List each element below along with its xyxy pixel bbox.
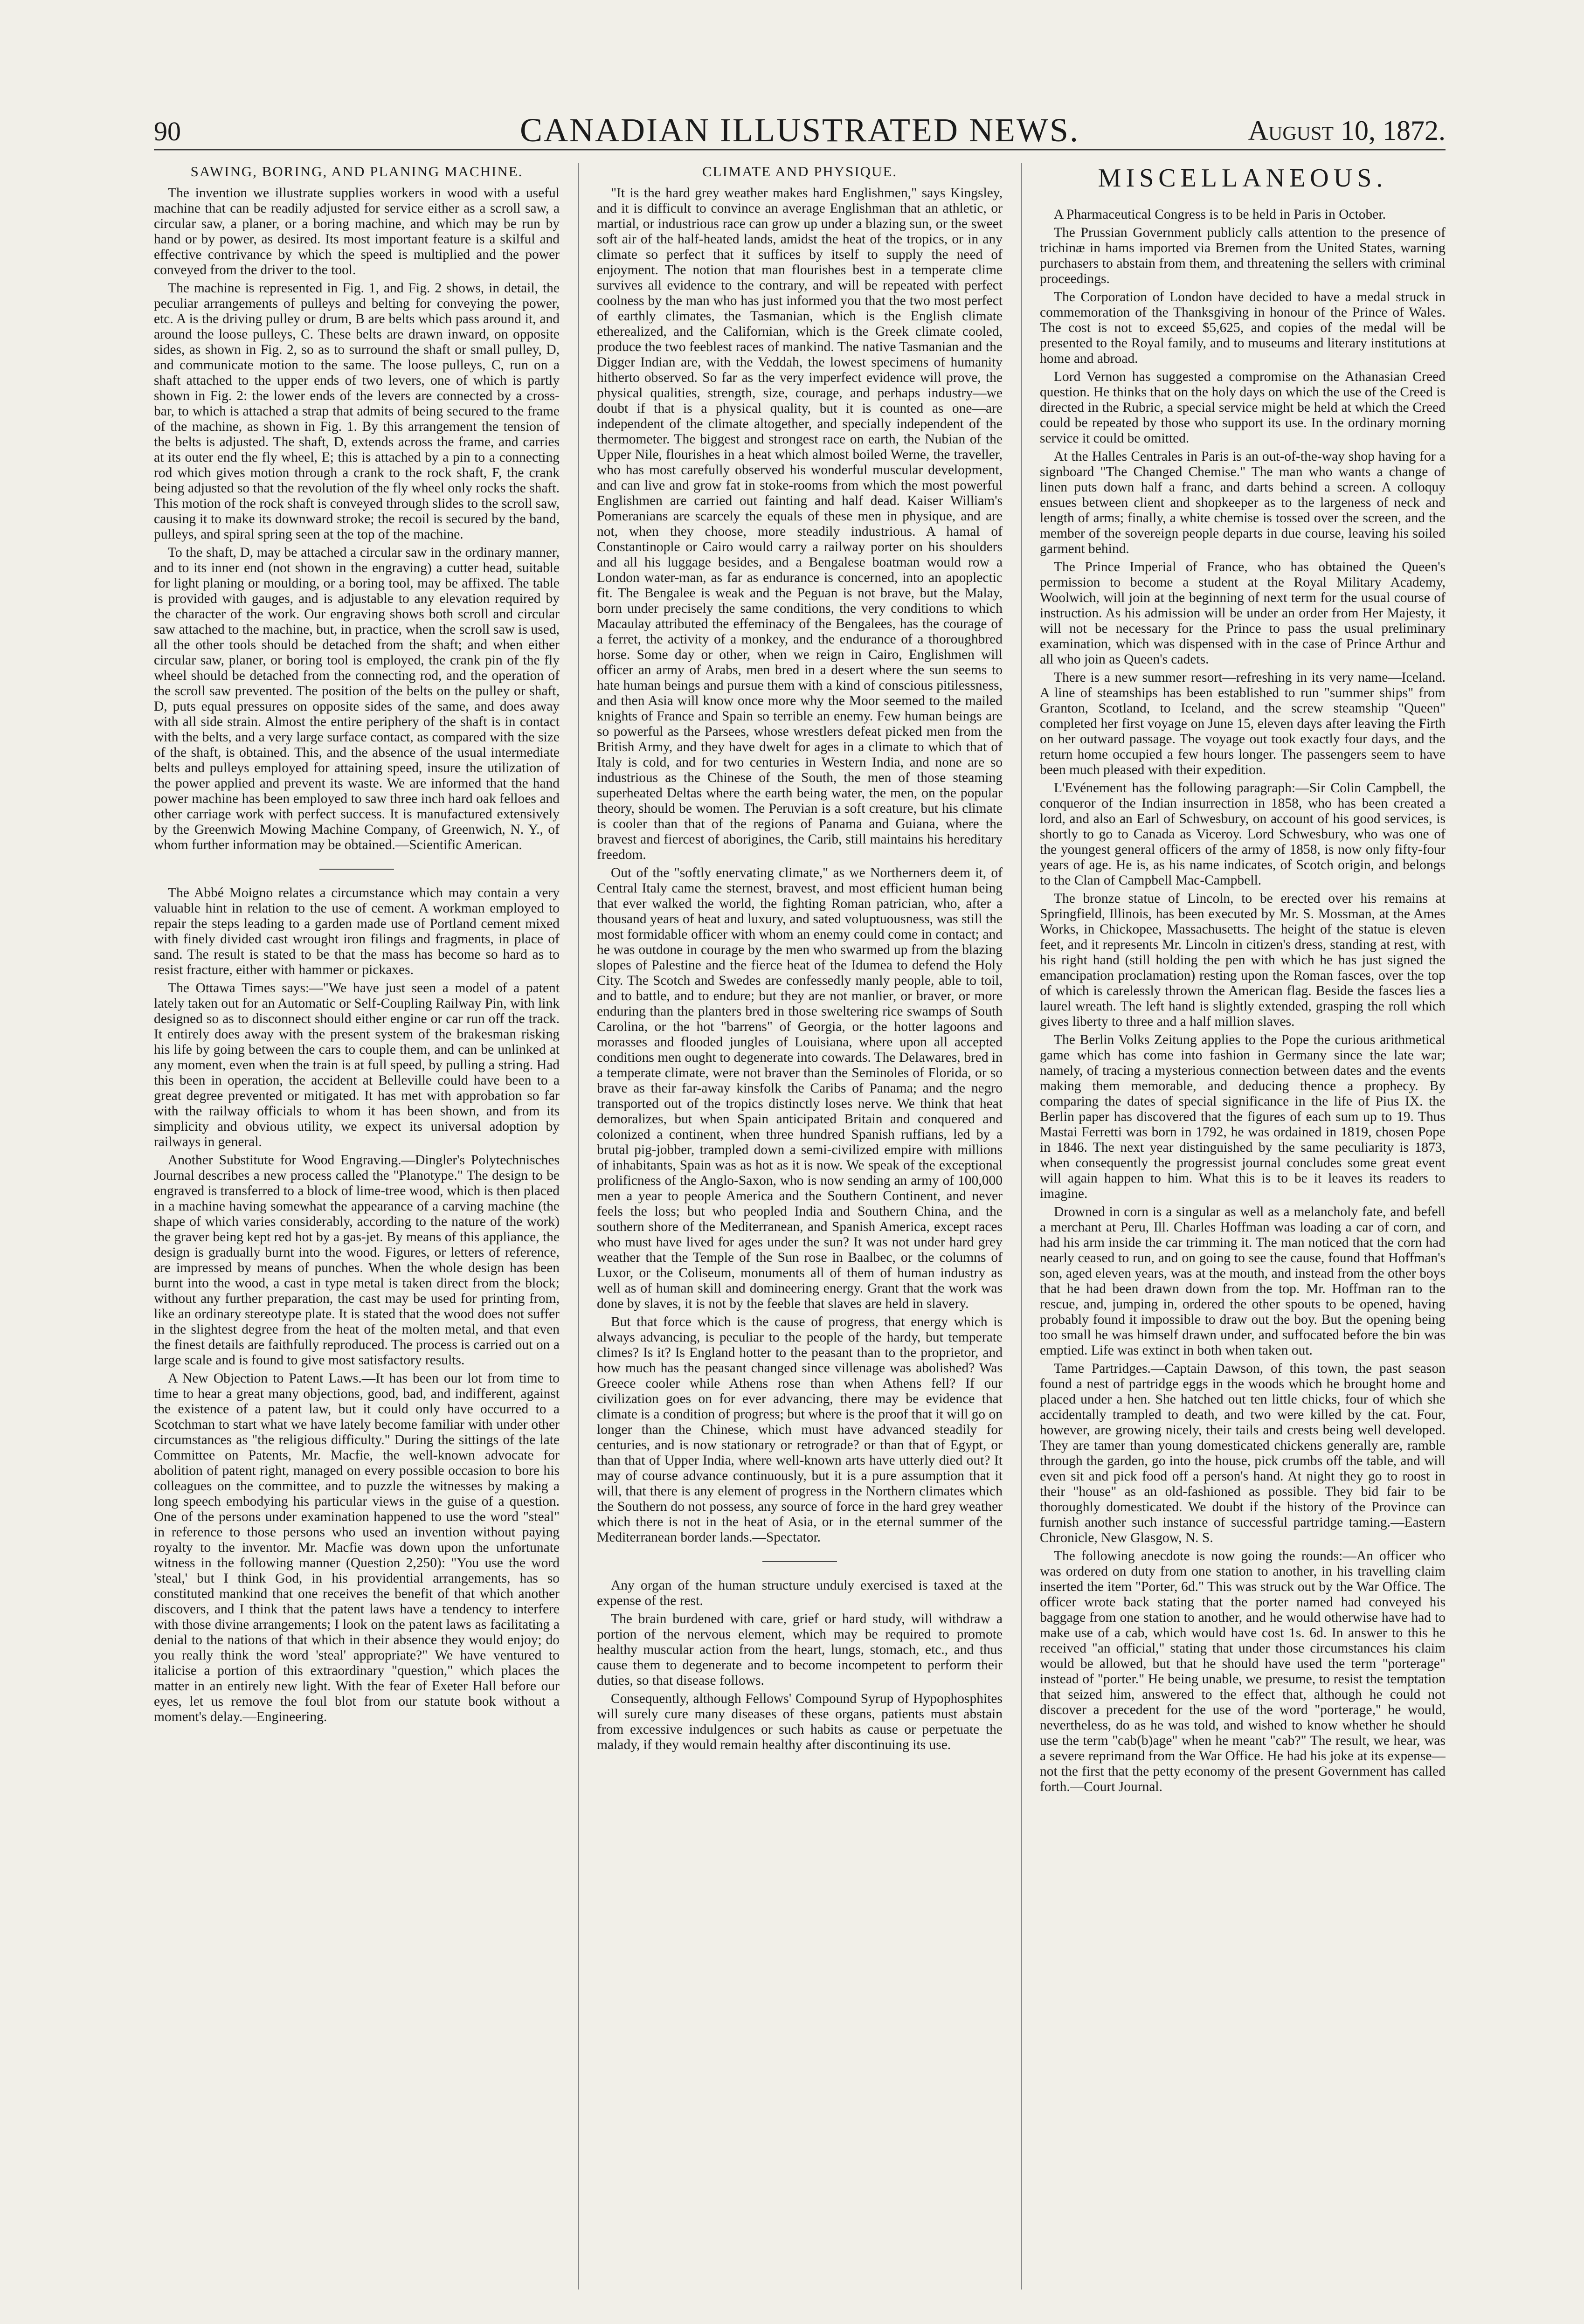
- article-paragraph: There is a new summer resort—refreshing in its very name—Iceland. A line of steamships has been established to run "summer ships" from Granton, Scotland, to Iceland, and the screw steamship "Queen" completed her first voyage on June 15, eleven days after leaving the Firth on her outward passage. The voyage out took exactly four days, and the return home occupied a few hours longer. The passengers seem to have been much pleased with their expedition.: [1040, 670, 1446, 777]
- article-paragraph: But that force which is the cause of progress, that energy which is always advancing, is peculiar to the people of the hardy, but temperate climes? Is it? Is England hotter to the peasant than to the proprietor, and how much has the peasant changed since villenage was abolished? Was Greece cooler while Athens rose than when Athens fell? If our civilization goes on for ever advancing, there may be evidence that climate is a condition of progress; but where is the proof that it will go on longer than the Chinese, which must have advanced steadily for centuries, and is now stationary or retrograde? or than that of Egypt, or than that of Upper India, where well-known arts have utterly died out? It may of course advance continuously, but it is a pure assumption that it will, that there is any element of progress in the Northern climates which the Southern do not possess, any source of force in the hard grey weather which there is not in the heat of Asia, or in the eternal summer of the Mediterranean border lands.—Spectator.: [597, 1314, 1003, 1545]
- article-paragraph: Out of the "softly enervating climate," as we Northerners deem it, of Central Italy came the sternest, bravest, and most efficient human being that ever walked the world, the fighting Roman patrician, who, after a thousand years of heat and luxury, and sated voluptuousness, was still the most formidable officer with whom an enemy could come in contact; and he was outdone in courage by the men who swarmed up from the blazing slopes of Palestine and the fierce heat of the Idumea to defend the Holy City. The Scotch and Swedes are confessedly manly people, able to toil, and to battle, and to endure; but they are not manlier, or braver, or more enduring than the planters bred in those sweltering rice swamps of South Carolina, or the hot "barrens" of Georgia, or the hotter lagoons and morasses and flooded jungles of Louisiana, where upon all accepted conditions men ought to degenerate into cowards. The Delawares, bred in a temperate climate, were not braver than the Seminoles of Florida, or so brave as their far-away kinsfolk the Caribs of Panama; and the negro transported out of the tropics distinctly loses nerve. We think that heat demoralizes, but when Spain anticipated Britain and conquered and colonized a continent, when three hundred Spanish ruffians, led by a brutal pig-jobber, trampled down a semi-civilized empire with millions of inhabitants, Spain was as hot as it is now. We speak of the exceptional prolificness of the Anglo-Saxon, who is now sending an army of 100,000 men a year to people America and the Southern Continent, and never feels the loss; but who peopled India and Southern China, and the southern shore of the Mediterranean, and Spanish America, except races who must have lived for ages under the sun? It was not under hard grey weather that the Temple of the Sun rose in Baalbec, or the columns of Luxor, or the Coliseum, monuments all of them of human industry as well as of human skill and domineering energy. Grant that the work was done by slaves, it is not by the feeble that slaves are held in slavery.: [597, 865, 1003, 1311]
- column-rule-right: [1021, 163, 1022, 2289]
- article-paragraph: The brain burdened with care, grief or hard study, will withdraw a portion of the nervous element, which may be required to promote healthy muscular action from the heart, lungs, stomach, etc., and thus cause them to degenerate and to become incompetent to perform their duties, so that disease follows.: [597, 1612, 1003, 1688]
- article-paragraph: To the shaft, D, may be attached a circular saw in the ordinary manner, and to its inner end (not shown in the engraving) a cutter head, suitable for light planing or moulding, or a boring tool, may be affixed. The table is provided with gauges, and is adjustable to any elevation required by the character of the work. Our engraving shows both scroll and circular saw attached to the machine, but, in practice, when the scroll saw is used, all the other tools should be detached from the shaft; and when either circular saw, planer, or boring tool is employed, the crank pin of the fly wheel should be detached from the connecting rod, and the operation of the scroll saw prevented. The position of the belts on the pulley or shaft, D, puts equal pressures on opposite sides of the same, and does away with all side strain. Almost the entire periphery of the shaft is in contact with the belts, and a very large surface contact, as compared with the size of the shaft, is obtained. This, and the absence of the usual intermediate belts and pulleys employed for attaining speed, insure the utilization of the power applied and prevent its waste. We are informed that the hand power machine has been employed to saw three inch hard oak felloes and other carriage work with perfect success. It is manufactured extensively by the Greenwich Mowing Machine Company, of Greenwich, N. Y., of whom further information may be obtained.—Scientific American.: [154, 545, 560, 852]
- article-paragraph: "It is the hard grey weather makes hard Englishmen," says Kingsley, and it is difficult to convince an average Englishman that an athletic, or martial, or industrious race can grow up under a blazing sun, or the sweet soft air of the half-heated lands, amidst the heat of the tropics, or in any climate so perfect that it suffices by itself to supply the need of enjoyment. The notion that man flourishes best in a temperate clime survives all evidence to the contrary, and will be repeated with perfect coolness by the man who has just informed you that the two most perfect of earthly climates, the Tasmanian, which is the English climate etherealized, and the Californian, which is the Greek climate cooled, produce the two feeblest races of mankind. The native Tasmanian and the Digger Indian are, with the Veddah, the lowest specimens of humanity hitherto observed. So far as the very imperfect evidence will prove, the physical qualities, strength, size, courage, and perhaps industry—we doubt if that is a physical quality, but it is counted as one—are independent of the climate altogether, and specially independent of the thermometer. The biggest and strongest race on earth, the Nubian of the Upper Nile, flourishes in a heat which almost boiled Werne, the traveller, who has most carefully observed his wonderful muscular development, and can live and grow fat in stoke-rooms from which the most powerful Englishmen are carried out fainting and half dead. Kaiser William's Pomeranians are scarcely the equals of these men in physique, and are not, when they choose, more steadily industrious. A hamal of Constantinople or Cairo would carry a railway porter on his shoulders and all his luggage besides, and a Bengalese boatman would row a London water-man, as far as endurance is concerned, into an apoplectic fit. The Bengalee is weak and the Peguan is not brave, but the Malay, born under precisely the same conditions, the very conditions to which Macaulay attributed the effeminacy of the Bengalees, has the courage of a ferret, the activity of a monkey, and the endurance of a thoroughbred horse. Some day or other, when we reign in Cairo, Englishmen will officer an army of Arabs, men bred in a desert where the sun seems to hate human beings and pursue them with a kind of conscious pitilessness, and then Asia will know once more why the Moor seemed to the mailed knights of France and Spain so terrible an enemy. Few human beings are so powerful as the Parsees, whose wrestlers defeat picked men from the British Army, and they have dwelt for ages in a climate to which that of Italy is cold, and for two centuries in Western India, and none are so industrious as the Chinese of the South, the men of those steaming superheated Deltas where the earth being water, the men, on the popular theory, should be women. The Peruvian is a soft creature, but his climate is cooler than that of the regions of Panama and Guiana, where the bravest and fiercest of aborigines, the Carib, still maintains his hereditary freedom.: [597, 186, 1003, 862]
- article-heading-sawing-machine: SAWING, BORING, AND PLANING MACHINE.: [190, 163, 523, 180]
- article-paragraph: Consequently, although Fellows' Compound Syrup of Hypophosphites will surely cure many diseases of these organs, patients must abstain from excessive indulgences or such habits as cause or perpetuate the malady, if they would remain healthy after discontinuing its use.: [597, 1691, 1003, 1752]
- article-paragraph: At the Halles Centrales in Paris is an out-of-the-way shop having for a signboard "The Changed Chemise." The man who wants a change of linen puts down half a franc, and darts behind a screen. A colloquy ensues between client and shopkeeper as to the largeness of neck and length of arms; finally, a white chemise is tossed over the screen, and the member of the sovereign people departs in due course, leaving his soiled garment behind.: [1040, 449, 1446, 556]
- article-heading-climate-physique: CLIMATE AND PHYSIQUE.: [702, 163, 898, 180]
- article-paragraph: The following anecdote is now going the rounds:—An officer who was ordered on duty from one station to another, in his travelling claim inserted the item "Porter, 6d." This was struck out by the War Office. The officer wrote back stating that the porter named had conveyed his baggage from one station to another, and he would otherwise have had to make use of a cab, which would have cost 1s. 6d. In answer to this he received "an official," stating that under those circumstances his claim would be allowed, but that he should have used the term "porterage" instead of "porter." He being unable, we presume, to resist the temptation that seized him, answered to the effect that, although he could not discover a precedent for the use of the word "porterage," he would, nevertheless, do as he was told, and wished to know whether he should use the term "cab(b)age" when he meant "cab?" The result, we hear, was a severe reprimand from the War Office. He had his joke at its expense—not the first that the petty economy of the present Government has called forth.—Court Journal.: [1040, 1549, 1446, 1794]
- column-right: [1040, 163, 1446, 2289]
- section-heading-miscellaneous: MISCELLANEOUS.: [1098, 164, 1388, 193]
- article-paragraph: Lord Vernon has suggested a compromise on the Athanasian Creed question. He thinks that on the holy days on which the use of the Creed is directed in the Rubric, a special service might be held at which the Creed could be repeated by those who support its use. In the ordinary morning service it could be omitted.: [1040, 369, 1446, 446]
- article-paragraph: L'Evénement has the following paragraph:—Sir Colin Campbell, the conqueror of the Indian insurrection in 1858, who has been created a lord, and also an Earl of Schwesbury, on account of his good services, is shortly to go to Canada as Viceroy. Lord Schwesbury, who was one of the youngest general officers of the army of 1858, is now only fifty-four years of age. He is, as his name indicates, of Scotch origin, and belongs to the Clan of Campbell Mac-Campbell.: [1040, 781, 1446, 888]
- column-left: [154, 163, 560, 2289]
- article-paragraph: The Prussian Government publicly calls attention to the presence of trichinæ in hams imported via Bremen from the United States, warning purchasers to abstain from them, and threatening the sellers with criminal proceedings.: [1040, 225, 1446, 286]
- page-number: 90: [154, 116, 181, 146]
- article-paragraph: Tame Partridges.—Captain Dawson, of this town, the past season found a nest of partridge eggs in the woods which he brought home and placed under a hen. She hatched out ten little chicks, four of which she accidentally trampled to death, and two were killed by the cat. Four, however, are growing nicely, their tails and crests being well developed. They are tamer than young domesticated chickens generally are, ramble through the garden, go into the house, pick crumbs off the table, and will even sit and pick food off a person's hand. At night they go to roost in their "house" as an old-fashioned as possible. They bid fair to be thoroughly domesticated. We doubt if the history of the Province can furnish another such instance of successful partridge taming.—Eastern Chronicle, New Glasgow, N. S.: [1040, 1361, 1446, 1545]
- column-center: [597, 163, 1003, 2289]
- article-paragraph: The Berlin Volks Zeitung applies to the Pope the curious arithmetical game which has come into fashion in Germany since the late war; namely, of tracing a mysterious connection between dates and the events making them memorable, and deducing thence a prophecy. By comparing the dates of special significance in the life of Pius IX. the Berlin paper has discovered that the figures of each sum up to 19. Thus Mastai Ferretti was born in 1792, he was ordained in 1819, chosen Pope in 1846. The next year distinguished by the same peculiarity is 1873, when consequently the progressist journal concludes some great event will again happen to him. What this is to be it leaves its readers to imagine.: [1040, 1032, 1446, 1201]
- article-paragraph: The machine is represented in Fig. 1, and Fig. 2 shows, in detail, the peculiar arrangements of pulleys and belting for conveying the power, etc. A is the driving pulley or drum, B are belts which pass around it, and around the loose pulleys, C. These belts are drawn inward, on opposite sides, as shown in Fig. 2, so as to surround the shaft or small pulley, D, and communicate motion to the same. The loose pulleys, C, run on a shaft attached to the upper ends of two levers, one of which is partly shown in Fig. 2: the lower ends of the levers are connected by a cross-bar, to which is attached a strap that admits of being secured to the frame of the machine, as shown in Fig. 1. By this arrangement the tension of the belts is adjusted. The shaft, D, extends across the frame, and carries at its outer end the fly wheel, E; this is attached by a pin to a connecting rod which gives motion through a crank to the rock shaft, F, the crank being adjusted so that the revolution of the fly wheel only rocks the shaft. This motion of the rock shaft is conveyed through slides to the scroll saw, causing it to make its downward stroke; the recoil is secured by the band, pulleys, and spiral spring seen at the top of the machine.: [154, 281, 560, 542]
- section-divider: [762, 1561, 837, 1562]
- article-paragraph: The Corporation of London have decided to have a medal struck in commemoration of the Thanksgiving in honour of the Prince of Wales. The cost is not to exceed $5,625, and copies of the medal will be presented to the Royal family, and to museums and literary institutions at home and abroad.: [1040, 290, 1446, 366]
- article-paragraph: The Prince Imperial of France, who has obtained the Queen's permission to become a student at the Royal Military Academy, Woolwich, will join at the beginning of next term for the usual course of instruction. As his admission will be under an order from Her Majesty, it will not be necessary for the Prince to pass the usual preliminary examination, which was dispensed with in the case of Prince Arthur and all who join as Queen's cadets.: [1040, 560, 1446, 667]
- article-paragraph: The bronze statue of Lincoln, to be erected over his remains at Springfield, Illinois, has been executed by Mr. S. Mossman, at the Ames Works, in Chickopee, Massachusetts. The height of the statue is eleven feet, and it represents Mr. Lincoln in citizen's dress, standing at rest, with his right hand (still holding the pen with which he has just signed the emancipation proclamation) resting upon the Roman fasces, over the top of which is carelessly thrown the American flag. Beside the fasces lies a laurel wreath. The left hand is slightly extended, grasping the roll which gives liberty to three and a half million slaves.: [1040, 891, 1446, 1029]
- article-paragraph: A Pharmaceutical Congress is to be held in Paris in October.: [1054, 207, 1386, 222]
- article-paragraph: Another Substitute for Wood Engraving.—Dingler's Polytechnisches Journal describes a new process called the "Planotype." The design to be engraved is transferred to a block of lime-tree wood, which is then placed in a machine having somewhat the appearance of a carving machine (the shape of which varies considerably, according to the nature of the work) the graver being kept red hot by a gas-jet. By means of this appliance, the design is gradually burnt into the wood. Figures, or letters of reference, are impressed by means of punches. When the whole design has been burnt into the wood, a cast in type metal is taken direct from the block; without any further preparation, the cast may be used for printing from, like an ordinary stereotype plate. It is stated that the wood does not suffer in the slightest degree from the heat of the molten metal, and that even the finest details are faithfully reproduced. The process is carried out on a large scale and is found to give most satisfactory results.: [154, 1153, 560, 1368]
- issue-date: August 10, 1872.: [1248, 115, 1446, 146]
- article-paragraph: The Ottawa Times says:—"We have just seen a model of a patent lately taken out for an Automatic or Self-Coupling Railway Pin, with link designed so as to disconnect should either engine or car run off the track. It entirely does away with the present system of the brakesman risking his life by going between the cars to couple them, and can be unlinked at any moment, even when the train is at full speed, by pulling a string. Had this been in operation, the accident at Belleville could have been to a great degree prevented or mitigated. It has met with approbation so far with the railway officials to whom it has been shown, and from its simplicity and obvious utility, we expect its universal adoption by railways in general.: [154, 981, 560, 1149]
- article-paragraph: The Abbé Moigno relates a circumstance which may contain a very valuable hint in relation to the use of cement. A workman employed to repair the steps leading to a garden made use of Portland cement mixed with finely divided cast wrought iron filings and fragments, in place of sand. The result is stated to be that the mass has become so hard as to resist fracture, either with hammer or pickaxes.: [154, 885, 560, 977]
- article-paragraph: A New Objection to Patent Laws.—It has been our lot from time to time to hear a great many objections, good, bad, and indifferent, against the existence of a patent law, but it could only have occurred to a Scotchman to start what we have lately become familiar with under other circumstances as "the religious difficulty." During the sittings of the late Committee on Patents, Mr. Macfie, the well-known advocate for abolition of patent right, managed on every possible occasion to bore his colleagues on the committee, and to puzzle the witnesses by making a long speech embodying his particular views in the guise of a question. One of the persons under examination happened to use the word "steal" in reference to those persons who used an invention without paying royalty to the inventor. Mr. Macfie was down upon the unfortunate witness in the following manner (Question 2,250): "You use the word 'steal,' but I think God, in his providential arrangements, has so constituted mankind that one receives the benefit of that which another discovers, and I think that the patent laws have a tendency to interfere with those divine arrangements; I look on the patent laws as facilitating a denial to the nations of that which in their absence they would enjoy; do you really think the word 'steal' appropriate?" We have ventured to italicise a portion of this extraordinary "question," which places the matter in an entirely new light. With the fear of Exeter Hall before our eyes, let us remove the foul blot from our statute book without a moment's delay.—Engineering.: [154, 1371, 560, 1724]
- section-divider: [319, 869, 394, 870]
- masthead: [154, 103, 1446, 151]
- article-paragraph: The invention we illustrate supplies workers in wood with a useful machine that can be readily adjusted for service either as a scroll saw, a circular saw, a planer, or a boring machine, and which may be run by hand or by power, as desired. Its most important feature is a skilful and effective contrivance by which the speed is multiplied and the power conveyed from the driver to the tool.: [154, 186, 560, 277]
- column-rule-left: [578, 163, 579, 2289]
- article-paragraph: Drowned in corn is a singular as well as a melancholy fate, and befell a merchant at Peru, Ill. Charles Hoffman was loading a car of corn, and had his arm inside the car trimming it. The man noticed that the corn had nearly ceased to run, and on going to see the cause, found that Hoffman's son, aged eleven years, was at the mouth, and instead from the other boys that he had been drawn down from the top. Mr. Hoffman ran to the rescue, and, jumping in, ordered the other spouts to be opened, having probably found it impossible to draw out the boy. But the opening being too small he was himself drawn under, and suffocated before the bin was emptied. Life was extinct in both when taken out.: [1040, 1204, 1446, 1358]
- article-paragraph: Any organ of the human structure unduly exercised is taxed at the expense of the rest.: [597, 1578, 1003, 1608]
- newspaper-title: CANADIAN ILLUSTRATED NEWS.: [520, 111, 1079, 149]
